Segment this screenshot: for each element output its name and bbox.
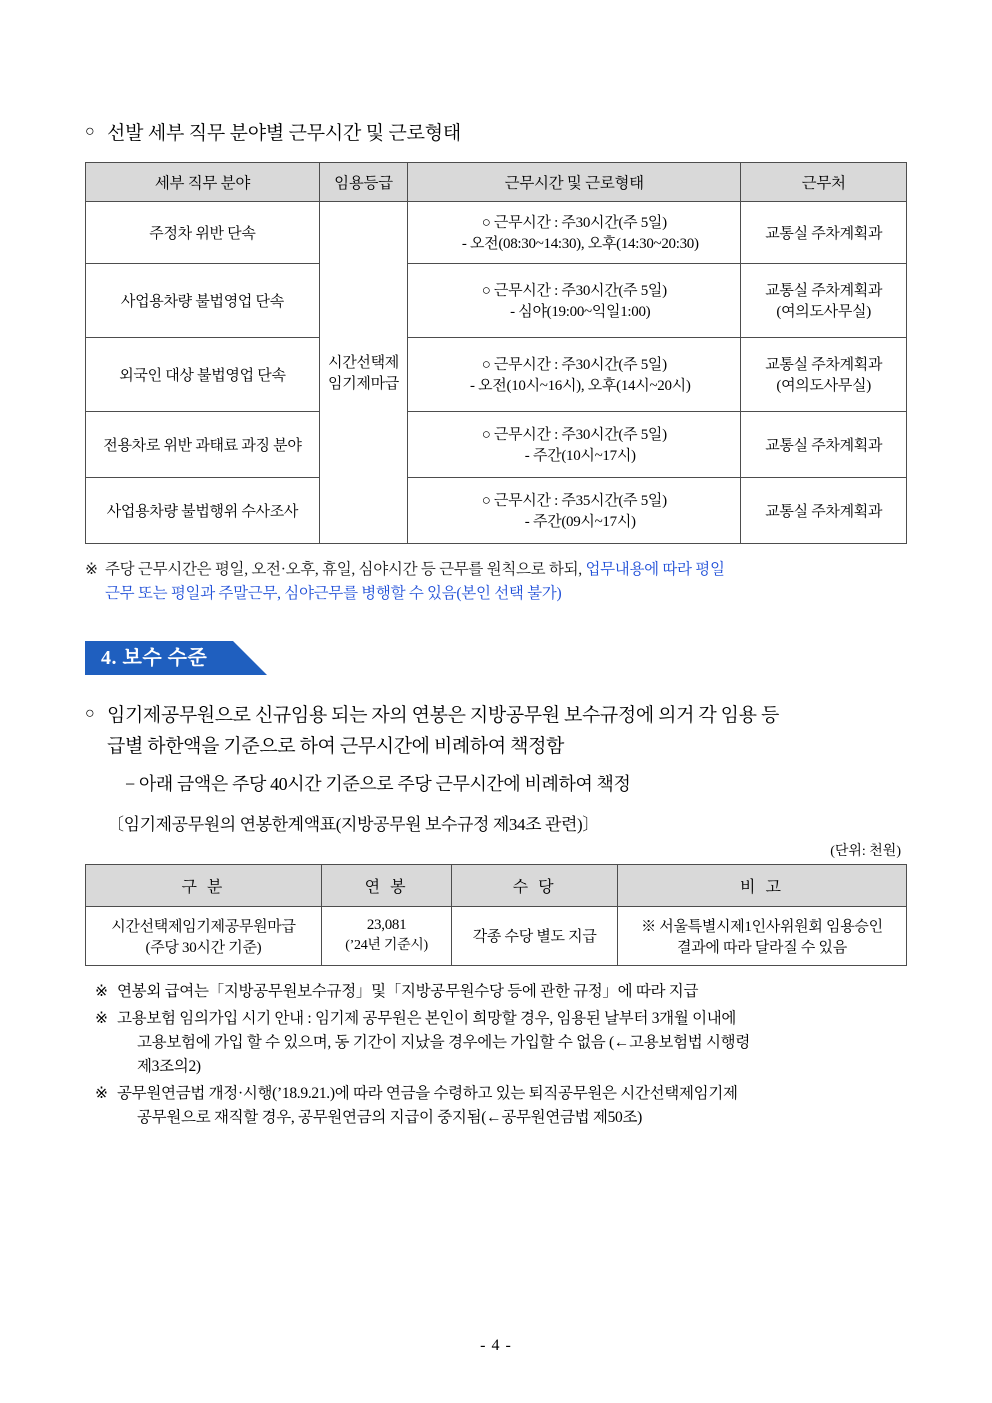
banner-shape — [85, 641, 233, 675]
workplace-line-1: 교통실 주차계획과 — [765, 283, 883, 300]
cell-division — [86, 906, 322, 965]
paragraph-line-2: 급별 하한액을 기준으로 하여 근무시간에 비례하여 책정함 — [107, 735, 564, 757]
division-line-2: (주당 30시간 기준) — [145, 939, 262, 956]
division-line-1: 시간선택제임기제공무원마급 — [111, 918, 296, 935]
cell-field: 사업용차량 불법영업 단속 — [86, 263, 320, 337]
table-row — [86, 201, 907, 263]
cell-grade: 시간선택제 임기제마급 — [319, 201, 407, 543]
worktime-line-2: - 주간(10시~17시) — [524, 448, 636, 465]
col-header-field: 세부 직무 분야 — [86, 162, 320, 201]
salary-table — [85, 864, 907, 966]
asterisk-icon: ※ — [95, 1084, 108, 1102]
paragraph-row — [85, 701, 907, 762]
remark-line-2: 결과에 따라 달라질 수 있음 — [677, 939, 847, 956]
worktime-line-2: - 오전(10시~16시), 오후(14시~20시) — [469, 378, 691, 395]
worktime-line-2: - 오전(08:30~14:30), 오후(14:30~20:30) — [461, 236, 699, 253]
cell-workplace — [741, 411, 907, 477]
footnote-line: 공무원연금법 개정·시행(’18.9.21.)에 따라 연금을 수령하고 있는 퇴직공무원은 시간선택제임기제 — [117, 1084, 738, 1102]
section1-heading-text: 선발 세부 직무 분야별 근무시간 및 근로형태 — [107, 123, 462, 144]
col-header-allowance: 수 당 — [452, 864, 618, 906]
footnote-line: 공무원으로 재직할 경우, 공무원연금의 지급이 중지됨(←공무원연금법 제50조) — [137, 1108, 643, 1126]
cell-workplace — [741, 201, 907, 263]
asterisk-icon: ※ — [85, 560, 98, 578]
footnote-item — [85, 1082, 907, 1130]
footnote-line: 연봉외 급여는「지방공무원보수규정」및「지방공무원수당 등에 관한 규정」에 따라 지급 — [117, 982, 699, 1000]
workplace-line-1: 교통실 주차계획과 — [765, 437, 883, 454]
workplace-line-1: 교통실 주차계획과 — [765, 357, 883, 374]
cell-field: 전용차로 위반 과태료 과징 분야 — [86, 411, 320, 477]
cell-workplace — [741, 263, 907, 337]
cell-worktime — [408, 201, 741, 263]
worktime-line-2: - 주간(09시~17시) — [524, 514, 636, 531]
footnote-item — [85, 980, 907, 1004]
cell-worktime — [408, 337, 741, 411]
col-header-remark: 비 고 — [617, 864, 906, 906]
cell-worktime — [408, 411, 741, 477]
worktime-line-1: ○ 근무시간 : 주35시간(주 5일) — [481, 493, 667, 510]
cell-salary — [321, 906, 451, 965]
footnote-line: 제3조의2) — [137, 1057, 201, 1075]
footnote-body — [117, 980, 907, 1004]
col-header-workplace: 근무처 — [741, 162, 907, 201]
col-header-division: 구 분 — [86, 864, 322, 906]
cell-remark — [617, 906, 906, 965]
footnote-item — [85, 1007, 907, 1079]
note-blue-text-1: 업무내용에 따라 평일 — [585, 560, 725, 578]
worktime-line-2: - 심야(19:00~익일1:00) — [510, 304, 651, 321]
section2-paragraph — [85, 701, 907, 838]
workplace-line-1: 교통실 주차계획과 — [765, 503, 883, 520]
table-header-row — [86, 162, 907, 201]
duty-schedule-table — [85, 162, 907, 544]
worktime-line-1: ○ 근무시간 : 주30시간(주 5일) — [481, 283, 667, 300]
table-row — [86, 337, 907, 411]
cell-field: 외국인 대상 불법영업 단속 — [86, 337, 320, 411]
asterisk-icon: ※ — [95, 982, 108, 1000]
bullet-circle-icon: ○ — [85, 705, 95, 723]
bullet-circle-icon: ○ — [85, 123, 95, 140]
col-header-worktime: 근무시간 및 근로형태 — [408, 162, 741, 201]
table-row — [86, 477, 907, 543]
table-row — [86, 263, 907, 337]
remark-line-1: ※ 서울특별시제1인사위원회 임용승인 — [641, 918, 883, 935]
worktime-line-1: ○ 근무시간 : 주30시간(주 5일) — [481, 427, 667, 444]
cell-allowance: 각종 수당 별도 지급 — [452, 906, 618, 965]
footnote-body — [117, 1007, 907, 1079]
workplace-line-2: (여의도사무실) — [776, 304, 871, 321]
col-header-grade: 임용등급 — [319, 162, 407, 201]
cell-field: 사업용차량 불법행위 수사조사 — [86, 477, 320, 543]
table-header-row — [86, 864, 907, 906]
footnote-body — [117, 1082, 907, 1130]
footnote-list — [85, 980, 907, 1130]
section2-banner — [85, 641, 907, 675]
unit-note: (단위: 천원) — [830, 843, 901, 859]
worktime-line-1: ○ 근무시간 : 주30시간(주 5일) — [481, 357, 667, 374]
col-header-salary: 연 봉 — [321, 864, 451, 906]
salary-amount: 23,081 — [366, 917, 407, 934]
note-black-text: 주당 근무시간은 평일, 오전·오후, 휴일, 심야시간 등 근무를 원칙으로 하되, — [105, 560, 586, 578]
footnote-line: 고용보험 임의가입 시기 안내 : 임기제 공무원은 본인이 희망할 경우, 임용된 날부터 3개월 이내에 — [117, 1009, 737, 1027]
table-row — [86, 906, 907, 965]
worktime-note — [85, 558, 907, 608]
workplace-line-1: 교통실 주차계획과 — [765, 225, 883, 242]
asterisk-icon: ※ — [95, 1009, 108, 1027]
paragraph-line-1: 임기제공무원으로 신규임용 되는 자의 연봉은 지방공무원 보수규정에 의거 각 임용 등 — [107, 705, 779, 727]
section2-title: 4. 보수 수준 — [85, 641, 233, 675]
table-row — [86, 411, 907, 477]
banner-tail-icon — [233, 641, 267, 675]
cell-workplace — [741, 337, 907, 411]
workplace-line-2: (여의도사무실) — [776, 378, 871, 395]
paragraph-bracket-line: 〔임기제공무원의 연봉한계액표(지방공무원 보수규정 제34조 관련)〕 — [107, 814, 599, 834]
worktime-line-1: ○ 근무시간 : 주30시간(주 5일) — [481, 215, 667, 232]
paragraph-body — [107, 701, 907, 762]
note-blue-text-2: 근무 또는 평일과 주말근무, 심야근무를 병행할 수 있음(본인 선택 불가) — [105, 585, 562, 603]
section1-heading — [85, 120, 907, 148]
salary-year-note: (’24년 기준시) — [345, 938, 428, 954]
paragraph-dash-line: − 아래 금액은 주당 40시간 기준으로 주당 근무시간에 비례하여 책정 — [125, 773, 631, 794]
cell-worktime — [408, 263, 741, 337]
footnote-line: 고용보험에 가입 할 수 있으며, 동 기간이 지났을 경우에는 가입할 수 없음 (←고용보험법 시행령 — [137, 1033, 751, 1051]
worktime-note-body — [105, 558, 907, 608]
cell-workplace — [741, 477, 907, 543]
cell-worktime — [408, 477, 741, 543]
page-number: - 4 - — [480, 1337, 512, 1354]
cell-field: 주정차 위반 단속 — [86, 201, 320, 263]
